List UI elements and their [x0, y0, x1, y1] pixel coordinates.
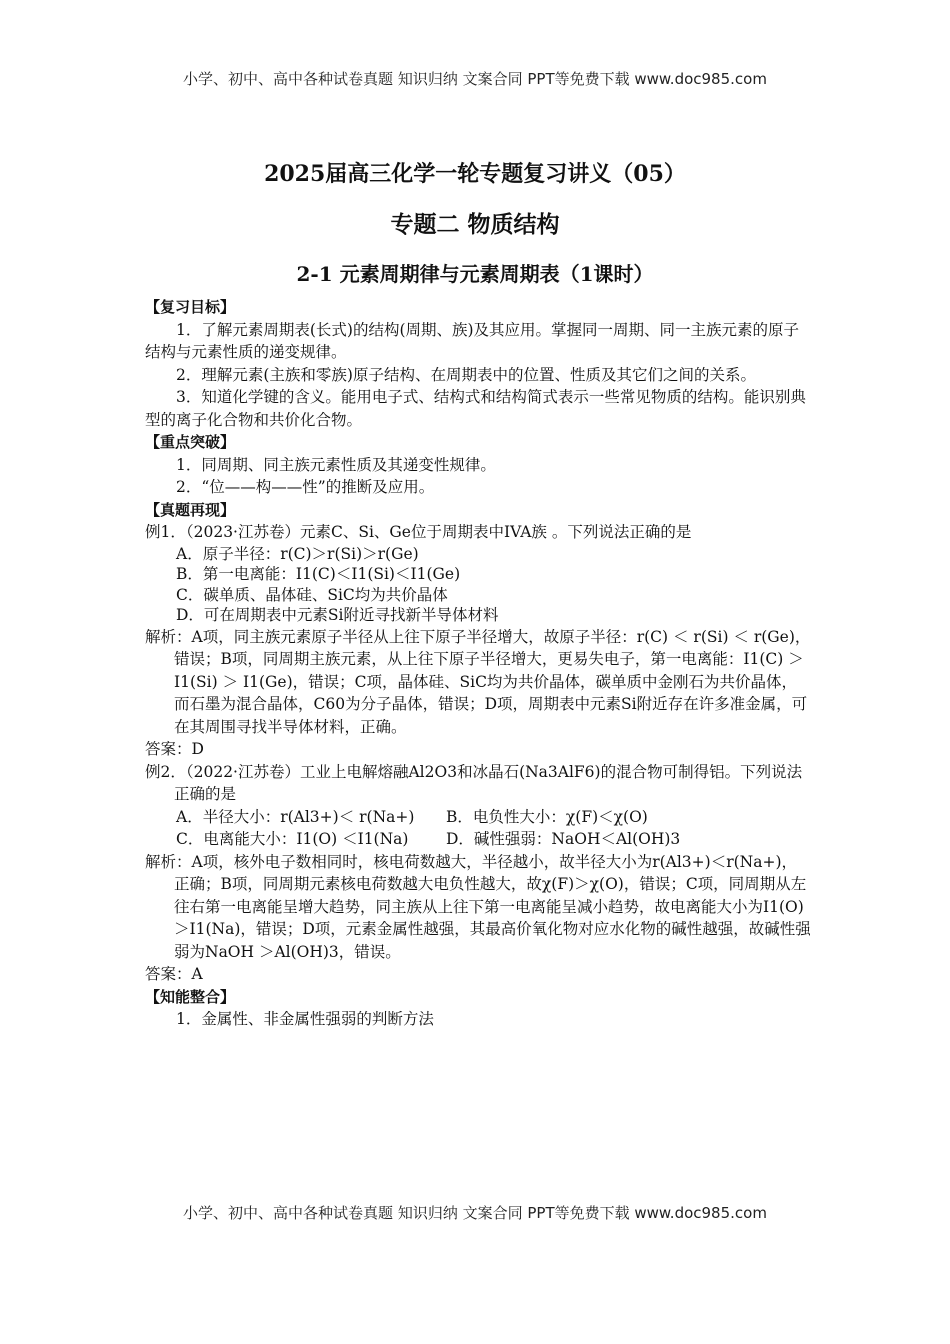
- focus-heading: 【重点突破】: [145, 433, 236, 451]
- example-1-option-d: D．可在周期表中元素Si附近寻找新半导体材料: [176, 606, 499, 624]
- example-2-option-c: C．电离能大小：I1(O) ＜I1(Na): [176, 830, 409, 848]
- example-2-analysis: 解析：A项，核外电子数相同时，核电荷数越大，半径越小，故半径大小为r(Al3+)＜r(Na+)，正确；B项，同周期元素核电荷数越大电负性越大，故χ(F)＞χ(O)，错误；C项，同周期从左往右第一电离能呈增大趋势，同主族从上往下第一电离能呈减小趋势，故电离能大小为I1(O)＞I1(Na)，错误；D项，元素金属性越强，其最高价氧化物对应水化物的碱性越强，故碱性强弱为NaOH ＞Al(OH)3，错误。: [145, 852, 811, 961]
- example-2-answer: 答案：A: [145, 965, 203, 983]
- example-1-analysis: 解析：A项，同主族元素原子半径从上往下原子半径增大，故原子半径：r(C) ＜ r(Si) ＜ r(Ge)，错误；B项，同周期主族元素，从上往下原子半径增大，更易失电子，第一电离能：I1(C) ＞ I1(Si) ＞ I1(Ge)，错误；C项，晶体硅、SiC均为共价晶体，碳单质中金刚石为共价晶体，而石墨为混合晶体，C60为分子晶体，错误；D项，周期表中元素Si附近存在许多准金属，可在其周围寻找半导体材料，正确。: [145, 627, 811, 736]
- focus-item: 1．同周期、同主族元素性质及其递变性规律。: [176, 455, 496, 474]
- lesson-subtitle: 2-1 元素周期律与元素周期表（1课时）: [296, 262, 654, 286]
- example-1-stem: 例1．（2023·江苏卷）元素C、Si、Ge位于周期表中IVA族 。下列说法正确的是: [145, 523, 692, 541]
- integration-heading: 【知能整合】: [145, 987, 236, 1006]
- real-exam-heading: 【真题再现】: [145, 500, 236, 519]
- example-1-answer: 答案：D: [145, 740, 204, 758]
- example-1-option-c: C．碳单质、晶体硅、SiC均为共价晶体: [176, 585, 448, 604]
- example-1-option-a: A．原子半径：r(C)＞r(Si)＞r(Ge): [176, 544, 419, 563]
- document-body: [145, 296, 811, 1031]
- example-2-options-row-2: [145, 828, 811, 851]
- example-1-option-b: B．第一电离能：I1(C)＜I1(Si)＜I1(Ge): [176, 565, 461, 583]
- example-2-option-d: D．碱性强弱：NaOH＜Al(OH)3: [446, 830, 681, 848]
- document-title: 2025届高三化学一轮专题复习讲义（05）: [264, 161, 686, 187]
- goal-item: 3．知道化学键的含义。能用电子式、结构式和结构简式表示一些常见物质的结构。能识别典型的离子化合物和共价化合物。: [145, 388, 806, 429]
- topic-title: 专题二 物质结构: [390, 211, 560, 238]
- goal-item: 1．了解元素周期表(长式)的结构(周期、族)及其应用。掌握同一周期、同一主族元素的原子结构与元素性质的递变规律。: [145, 320, 800, 361]
- goals-heading: 【复习目标】: [145, 298, 236, 316]
- example-2-option-b: B．电负性大小：χ(F)＜χ(O): [446, 807, 648, 826]
- integration-item: 1．金属性、非金属性强弱的判断方法: [176, 1010, 434, 1028]
- goal-item: 2．理解元素(主族和零族)原子结构、在周期表中的位置、性质及其它们之间的关系。: [176, 365, 756, 384]
- page-footer: 小学、初中、高中各种试卷真题 知识归纳 文案合同 PPT等免费下载 www.doc985.com: [183, 1204, 767, 1222]
- focus-item: 2．“位——构——性”的推断及应用。: [176, 478, 435, 496]
- example-2-options-row-1: [145, 806, 811, 829]
- example-2-option-a: A．半径大小：r(Al3+)＜ r(Na+): [176, 807, 415, 826]
- example-2-stem: 例2．（2022·江苏卷）工业上电解熔融Al2O3和冰晶石(Na3AlF6)的混合物可制得铝。下列说法正确的是: [145, 762, 803, 803]
- page-header: 小学、初中、高中各种试卷真题 知识归纳 文案合同 PPT等免费下载 www.doc985.com: [183, 70, 767, 88]
